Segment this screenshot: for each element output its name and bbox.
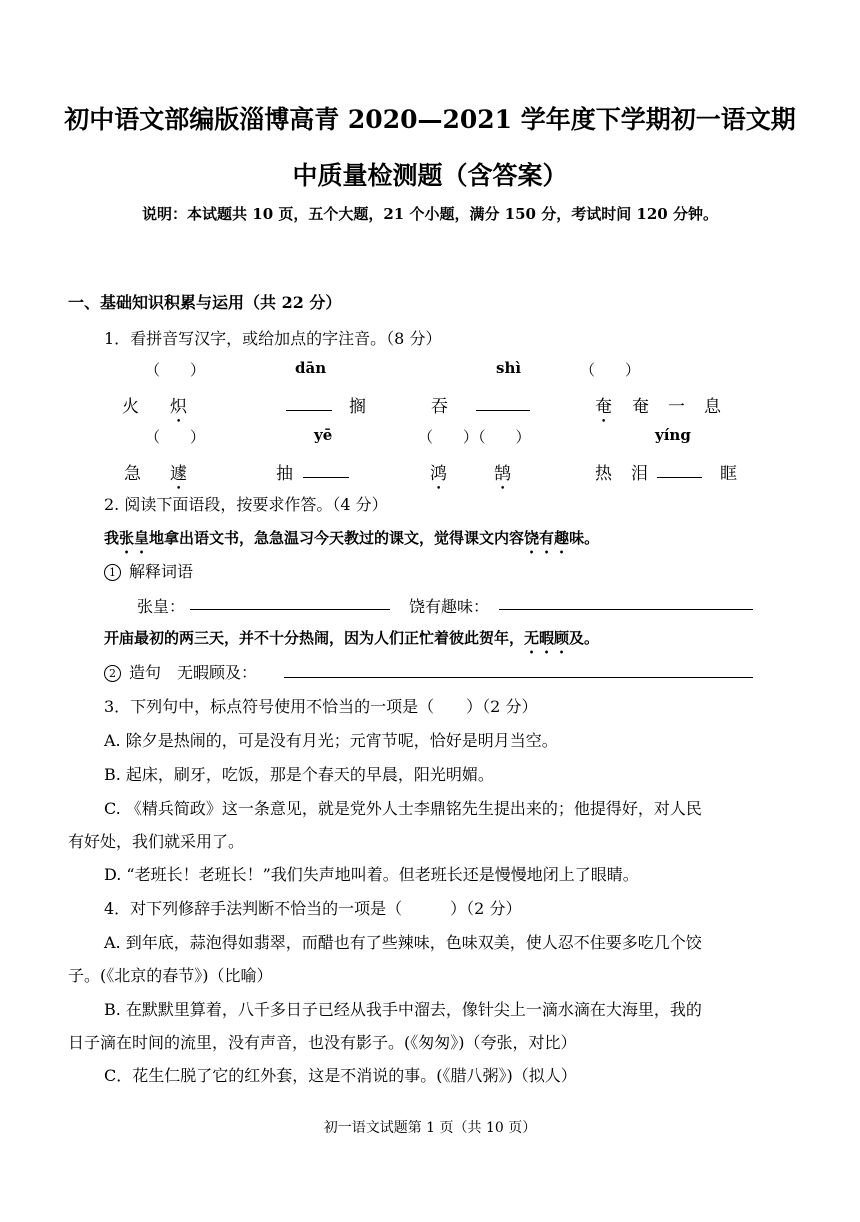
annotation: （ ） bbox=[145, 361, 206, 379]
word-char: 息 bbox=[704, 397, 721, 417]
answer-blank[interactable] bbox=[303, 459, 349, 478]
doc-title-line2: 中质量检测题（含答案） bbox=[292, 161, 568, 190]
word-char: 泪 bbox=[631, 464, 648, 484]
passage-1: 我张皇地拿出语文书，急急温习今天教过的课文，觉得课文内容饶有趣味。 bbox=[104, 529, 600, 547]
word-char: 火 bbox=[122, 397, 139, 417]
term-label: 张皇： bbox=[137, 597, 186, 616]
word-char: 抽 bbox=[276, 464, 293, 484]
word-char: 吞 bbox=[431, 397, 448, 417]
answer-blank[interactable] bbox=[657, 459, 702, 478]
annotation: （ ） bbox=[580, 361, 641, 379]
word-char-dotted: 鹄 bbox=[494, 464, 511, 484]
pinyin: shì bbox=[496, 359, 522, 377]
answer-line[interactable] bbox=[284, 677, 753, 678]
word-char-dotted: 炽 bbox=[170, 397, 187, 417]
answer-line[interactable] bbox=[499, 609, 753, 610]
word-char: 奄 bbox=[632, 397, 649, 417]
word-char: 眶 bbox=[720, 464, 737, 484]
doc-title-line1: 初中语文部编版淄博高青 2020—2021 学年度下学期初一语文期 bbox=[64, 105, 796, 134]
annotation: （ ）（ ） bbox=[418, 428, 531, 446]
word-char-dotted: 遽 bbox=[170, 464, 187, 484]
page-footer: 初一语文试题第 1 页（共 10 页） bbox=[323, 1120, 537, 1136]
section-heading: 一、基础知识积累与运用（共 22 分） bbox=[68, 293, 342, 312]
option-c: C．花生仁脱了它的红外套，这是不消说的事。(《腊八粥》)（拟人） bbox=[104, 1066, 577, 1085]
question-1-stem: 1．看拼音写汉字，或给加点的字注音。（8 分） bbox=[104, 329, 442, 348]
pinyin: yē bbox=[314, 426, 333, 444]
passage-2: 开庙最初的两三天，并不十分热闹，因为人们正忙着彼此贺年，无暇顾及。 bbox=[104, 629, 600, 647]
annotation: （ ） bbox=[145, 428, 206, 446]
option-a-cont: 子。(《北京的春节》)（比喻） bbox=[68, 966, 273, 985]
question-2-stem: 2. 阅读下面语段，按要求作答。（4 分） bbox=[104, 495, 388, 514]
answer-line[interactable] bbox=[190, 609, 390, 610]
word-char: 搁 bbox=[349, 397, 366, 417]
sub-question-2: 2 造句 无暇顾及： bbox=[104, 660, 257, 683]
term-label: 饶有趣味： bbox=[409, 597, 490, 616]
option-a: A. 到年底，蒜泡得如翡翠，而醋也有了些辣味，色味双美，使人忍不住要多吃几个饺 bbox=[104, 933, 702, 952]
option-b: B. 起床，刷牙，吃饭，那是个春天的早晨，阳光明媚。 bbox=[104, 765, 494, 784]
pinyin: yíng bbox=[655, 426, 691, 444]
answer-blank[interactable] bbox=[286, 392, 332, 411]
sub-question-1: 1 解释词语 bbox=[104, 559, 193, 582]
word-char: 热 bbox=[595, 464, 612, 484]
doc-note: 说明：本试题共 10 页，五个大题，21 个小题，满分 150 分，考试时间 120 分钟。 bbox=[142, 205, 718, 223]
option-c: C. 《精兵简政》这一条意见，就是党外人士李鼎铭先生提出来的；他提得好，对人民 bbox=[104, 799, 702, 818]
answer-blank[interactable] bbox=[476, 392, 530, 411]
word-char: 急 bbox=[124, 464, 141, 484]
pinyin: dān bbox=[295, 359, 327, 377]
option-a: A. 除夕是热闹的，可是没有月光；元宵节呢，恰好是明月当空。 bbox=[104, 731, 558, 750]
word-char-dotted: 鸿 bbox=[430, 464, 447, 484]
option-c-cont: 有好处，我们就采用了。 bbox=[68, 832, 245, 851]
word-char: 一 bbox=[668, 397, 685, 417]
word-char-dotted: 奄 bbox=[595, 397, 612, 417]
option-b-cont: 日子滴在时间的流里，没有声音，也没有影子。(《匆匆》)（夸张，对比） bbox=[68, 1033, 577, 1052]
question-4-stem: 4．对下列修辞手法判断不恰当的一项是（ ）（2 分） bbox=[104, 899, 522, 918]
question-3-stem: 3．下列句中，标点符号使用不恰当的一项是（ ）（2 分） bbox=[104, 697, 538, 716]
option-b: B. 在默默里算着，八千多日子已经从我手中溜去，像针尖上一滴水滴在大海里，我的 bbox=[104, 1000, 702, 1019]
option-d: D. “老班长！老班长！”我们失声地叫着。但老班长还是慢慢地闭上了眼睛。 bbox=[104, 865, 639, 884]
